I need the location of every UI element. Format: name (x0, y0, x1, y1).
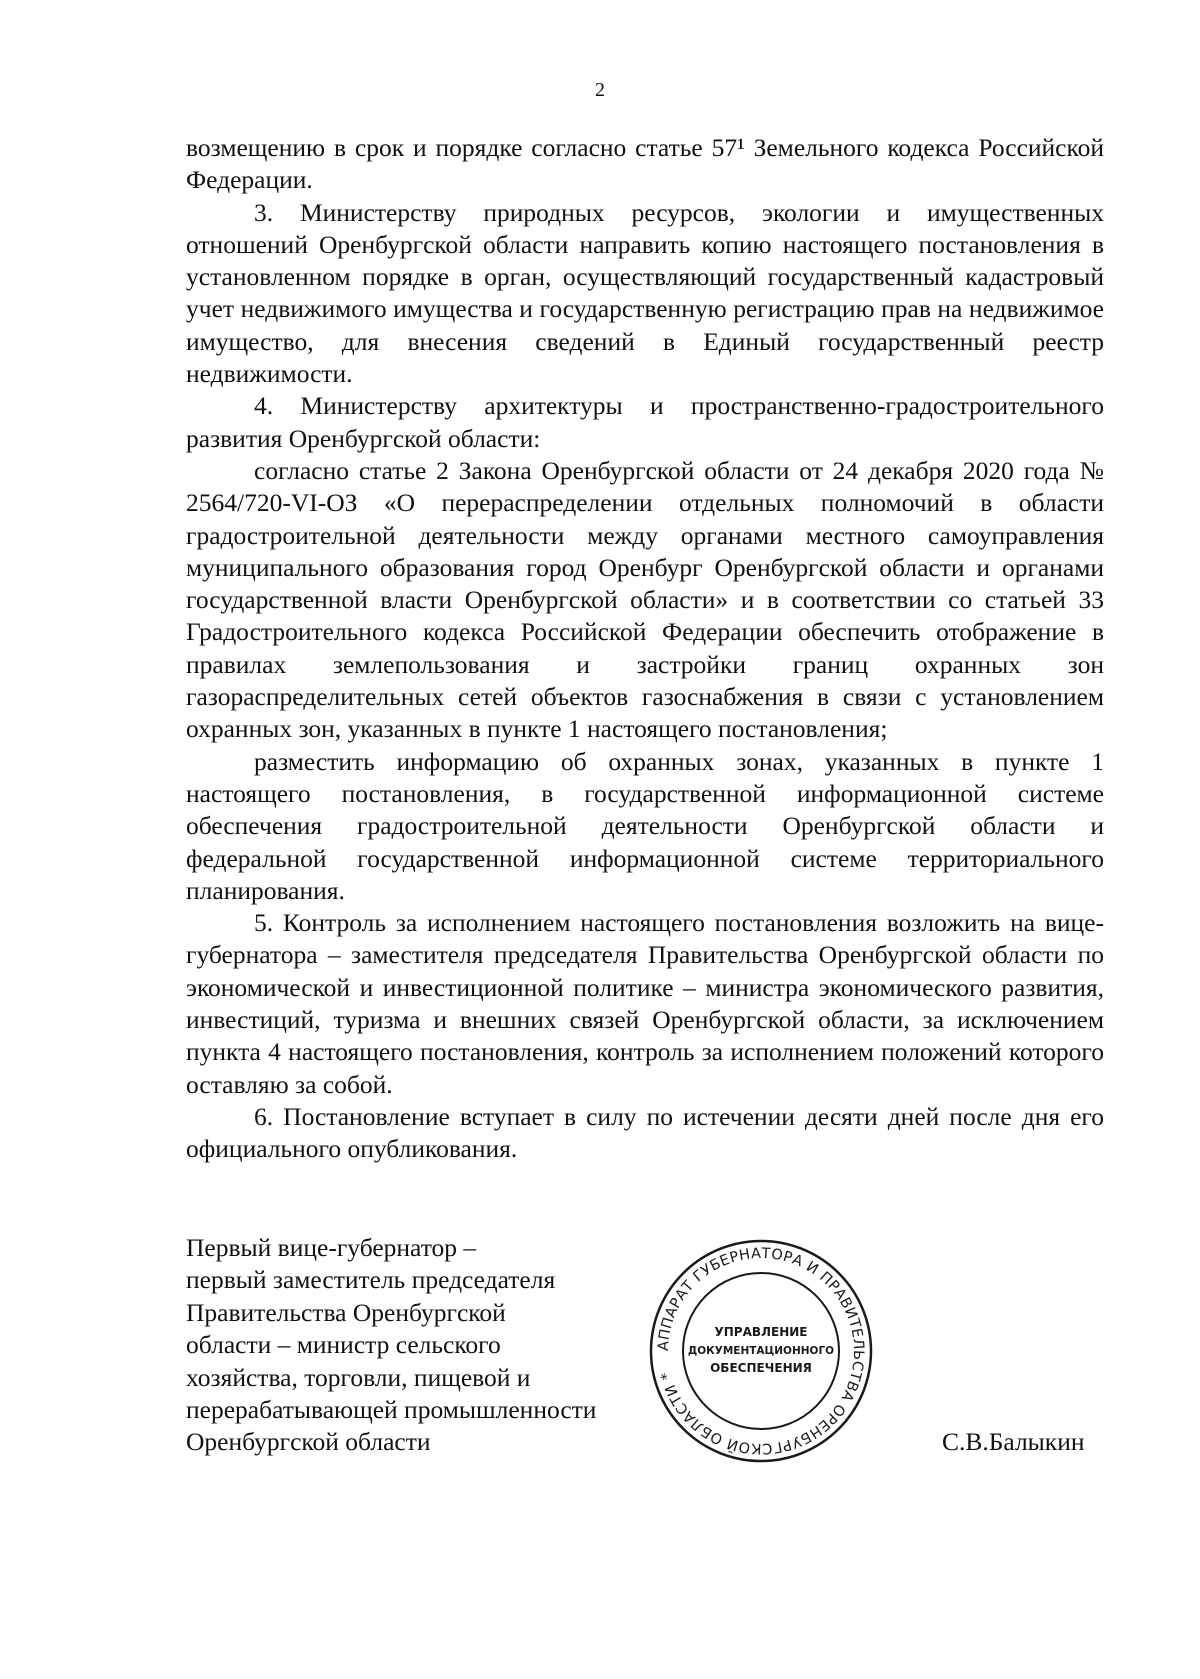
paragraph-item-6: 6. Постановление вступает в силу по истечении десяти дней после дня его официального опубликования. (186, 1101, 1104, 1164)
signatory-position-line: перерабатывающей промышленности (186, 1395, 597, 1425)
paragraph-continuation: возмещению в срок и порядке согласно статье 57¹ Земельного кодекса Российской Федерации. (186, 133, 1104, 195)
signatory-position-line: области – министр сельского (186, 1330, 501, 1360)
paragraph-item-4: 4. Министерству архитектуры и пространственно-градостроительного развития Оренбургской области: (186, 391, 1104, 453)
signatory-position (186, 1232, 596, 1459)
paragraph-item-5: 5. Контроль за исполнением настоящего постановления возложить на вице-губернатора – заместителя председателя Правительства Оренбургской области по экономической и инвестиционной политике – министра экономического развития, инвестиций, туризма и внешних связей Оренбургской области, за исключением пункта 4 настоящего постановления, контроль за исполнением положений которого оставляю за собой. (186, 908, 1104, 1099)
document-body (186, 132, 1104, 1166)
stamp-center-line: ДОКУМЕНТАЦИОННОГО (687, 1345, 835, 1357)
signatory-position-line: Оренбургской области (186, 1427, 431, 1457)
paragraph-item-4-sub-1: согласно статье 2 Закона Оренбургской области от 24 декабря 2020 года № 2564/720-VI-ОЗ «О перераспределении отдельных полномочий в области градостроительной деятельности между органами местного самоуправления муниципального образования город Оренбург Оренбургской области и органами государственной власти Оренбургской области» и в соответствии со статьей 33 Градостроительного кодекса Российской Федерации обеспечить отображение в правилах землепользования и застройки границ охранных зон газораспределительных сетей объектов газоснабжения в связи с установлением охранных зон, указанных в пункте 1 настоящего постановления; (186, 455, 1104, 744)
signatory-position-line: Первый вице-губернатор – (186, 1233, 477, 1262)
stamp-center-line: ОБЕСПЕЧЕНИЯ (710, 1361, 812, 1375)
paragraph-item-3: 3. Министерству природных ресурсов, экологии и имущественных отношений Оренбургской области направить копию настоящего постановления в установленном порядке в орган, осуществляющий государственный кадастровый учет недвижимого имущества и государственную регистрацию прав на недвижимое имущество, для внесения сведений в Единый государственный реестр недвижимости. (186, 197, 1104, 389)
signatory-position-line: первый заместитель председателя (186, 1265, 556, 1295)
stamp-center-line: УПРАВЛЕНИЕ (714, 1325, 808, 1339)
page-number: 2 (595, 79, 605, 101)
signatory-position-line: хозяйства, торговли, пищевой и (186, 1362, 531, 1392)
paragraph-item-4-sub-2: разместить информацию об охранных зонах, указанных в пункте 1 настоящего постановления, в государственной информационной системе обеспечения градостроительной деятельности Оренбургской области и федеральной государственной информационной системе территориального планирования. (186, 746, 1104, 905)
stamp-ring-text: АППАРАТ ГУБЕРНАТОРА И ПРАВИТЕЛЬСТВА ОРЕНБУРГСКОЙ ОБЛАСТИ * (655, 1245, 867, 1457)
signatory-name: С.В.Балыкин (942, 1427, 1085, 1456)
signatory-position-line: Правительства Оренбургской (186, 1297, 506, 1327)
official-stamp (648, 1238, 874, 1464)
